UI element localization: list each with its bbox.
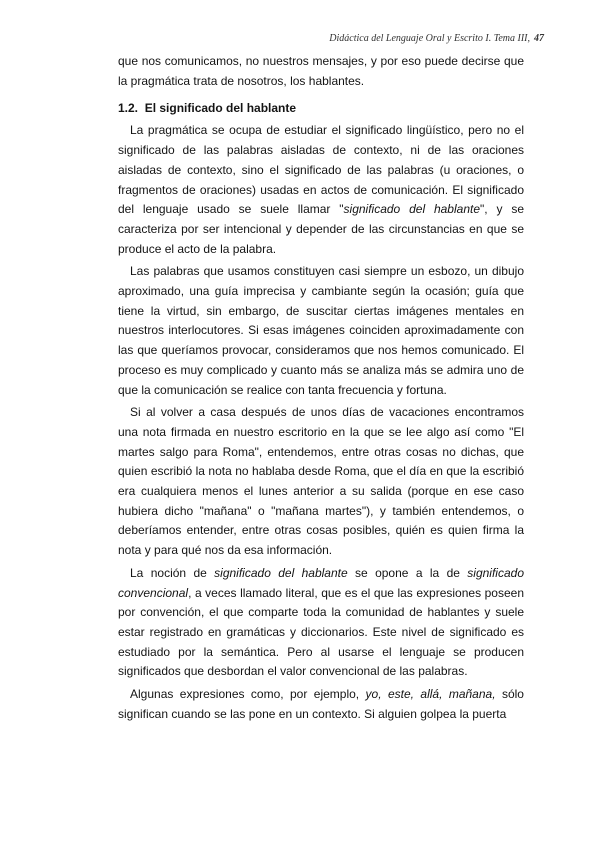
running-header xyxy=(329,33,544,44)
page-number: 47 xyxy=(534,33,544,44)
paragraph-5-text-a: Algunas expresiones como, por ejemplo, xyxy=(130,687,366,702)
paragraph-5-emphasis: yo, este, allá, mañana, xyxy=(365,687,496,702)
section-number: 1.2. xyxy=(118,101,139,116)
paragraph-5 xyxy=(118,685,524,724)
paragraph-2: Las palabras que usamos constituyen casi siempre un esbozo, un dibujo aproximado, una guía imprecisa y cambiante según la ocasión; guía que tiene la virtud, sin embargo, de suscitar ciertas imágenes mentales en nuestros interlocutores. Si esas imágenes coinciden aproximadamente con las que queríamos provocar, consideramos que nos hemos comunicado. El proceso es muy complicado y cuanto más se analiza más se admira uno de que la comunicación se realice con tanta frecuencia y fortuna. xyxy=(118,264,524,397)
paragraph-1-text-b: ", y se caracteriza por ser intencional y depender de las circunstancias en que se produce el acto de la palabra. xyxy=(118,202,524,256)
paragraph-3: Si al volver a casa después de unos días de vacaciones encontramos una nota firmada en nuestro escritorio en la que se lee algo así como "El martes salgo para Roma", entendemos, entre otras cosas no dichas, que quien escribió la nota no hablaba desde Roma, que el día en que la escribió era cualquiera menos el lunes anterior a su salida (porque en ese caso hubiera dicho "mañana" o "mañana martes"), y también entendemos, o deberíamos entender, entre otras cosas posibles, quién es quien firma la nota y para qué nos da esa información. xyxy=(118,405,524,558)
paragraph-4-text-b: se opone a la de xyxy=(347,565,468,580)
paragraph-1 xyxy=(118,121,524,259)
header-title: Didáctica del Lenguaje Oral y Escrito I. Tema III, xyxy=(329,33,530,44)
paragraph-4-emphasis-b: significado convencional xyxy=(118,565,524,600)
paragraph-4-emphasis-a: significado del hablante xyxy=(214,565,348,580)
paragraph-1-text-a: La pragmática se ocupa de estudiar el significado lingüístico, pero no el significado de las palabras aisladas de contexto, ni de las oraciones aisladas de contexto, sino el significado de las palabras (u oraciones, o fragmentos de oraciones) usadas en actos de comunicación. El significado del lenguaje usado se suele llamar " xyxy=(118,123,524,217)
paragraph-4-text-c: , a veces llamado literal, que es el que las expresiones poseen por convención, el que comparte toda la comunidad de hablantes y suele estar registrado en gramáticas y diccionarios. Este nivel de significado es estudiado por la semántica. Pero al usarse el lenguaje se producen significados que desbordan el valor convencional de las palabras. xyxy=(118,585,524,679)
section-heading xyxy=(118,97,524,119)
paragraph-1-emphasis: significado del hablante xyxy=(343,202,481,217)
section-title: El significado del hablante xyxy=(144,101,297,116)
paragraph-4 xyxy=(118,564,524,682)
paragraph-5-text-b: sólo significan cuando se las pone en un contexto. Si alguien golpea la puerta xyxy=(118,687,524,721)
paragraph-continuation: que nos comunicamos, no nuestros mensajes, y por eso puede decirse que la pragmática trata de nosotros, los hablantes. xyxy=(118,54,524,88)
paragraph-4-text-a: La noción de xyxy=(130,565,215,580)
body-text xyxy=(118,52,524,725)
